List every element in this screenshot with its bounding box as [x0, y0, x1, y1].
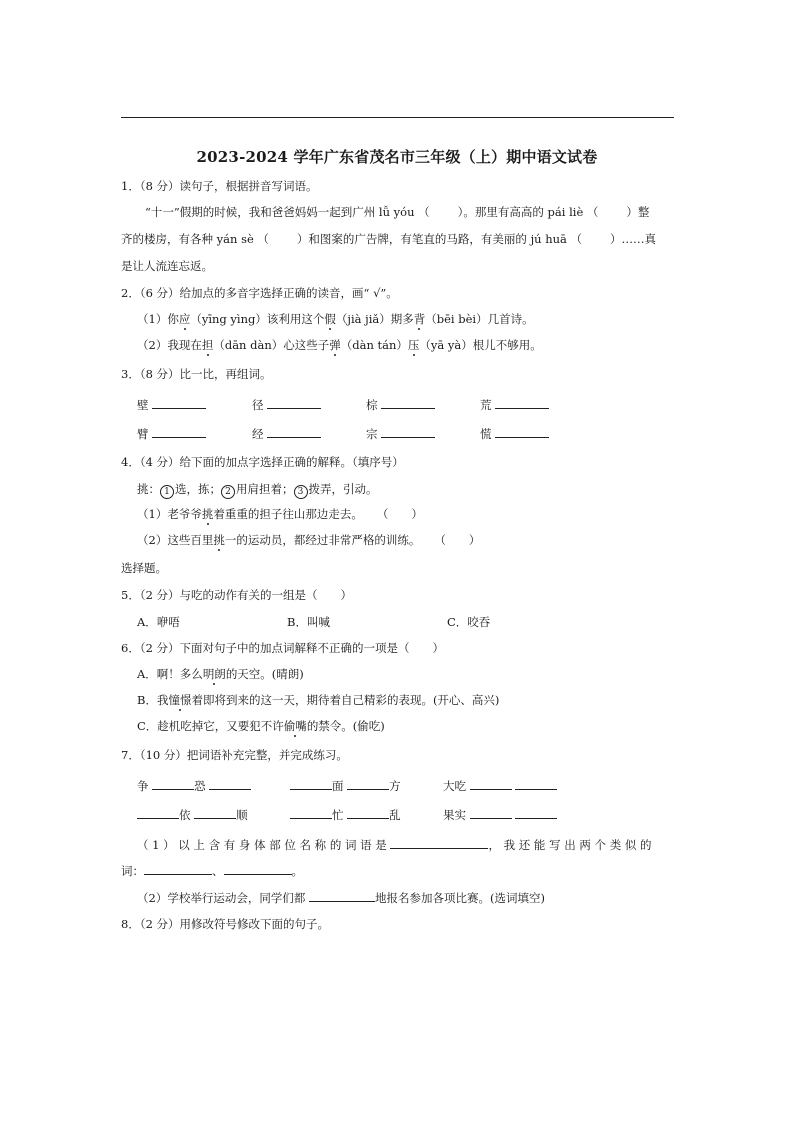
answer-blank[interactable] [152, 396, 206, 409]
section-label: 选择题。 [121, 561, 167, 575]
circled-number: 2 [221, 485, 235, 499]
q7-idiom-6 [443, 806, 557, 823]
q3-char-cell [366, 425, 435, 442]
q1-text: 齐的楼房，有各种 yán sè （ [121, 232, 269, 246]
answer-blank[interactable] [290, 806, 332, 819]
answer-blank[interactable] [144, 862, 212, 875]
q1-text: ）。那里有高高的 pái liè （ [457, 205, 599, 219]
answer-blank[interactable] [381, 396, 435, 409]
q4-text: 一的运动员，都经过非常严格的训练。 [224, 533, 421, 547]
q7-char: 乱 [389, 808, 401, 822]
answer-blank[interactable] [390, 836, 488, 849]
q1-text: ）和图案的广告牌，有笔直的马路，有美丽的 jú huā （ [296, 232, 583, 246]
circled-number: 1 [160, 485, 174, 499]
q2-text: （yā yà）根儿不够用。 [419, 338, 542, 352]
answer-parens[interactable]: （ ） [376, 507, 423, 521]
q7-char: 面 [332, 779, 344, 793]
q6-option-b[interactable] [137, 692, 499, 708]
answer-blank[interactable] [267, 396, 321, 409]
q7-idiom-3 [443, 777, 557, 794]
answer-blank[interactable] [495, 425, 549, 438]
q3-char: 宗 [366, 427, 378, 441]
q3-char-cell [137, 425, 206, 442]
q4-heading: 4．（4 分）给下面的加点字选择正确的解释。（填序号） [121, 455, 404, 469]
q1-line-3: 是让人流连忘返。 [121, 259, 213, 273]
q7-char: 恐 [194, 779, 206, 793]
dotted-char: 挑 [213, 533, 225, 547]
q4-sentence-2 [137, 532, 480, 548]
q5-option-c[interactable]: C．咬吞 [447, 615, 491, 629]
q5-option-b[interactable]: B．叫喊 [287, 615, 330, 629]
q2-text: （jià jiǎ）期多 [335, 312, 414, 326]
q1-line-2 [121, 231, 656, 247]
q7-heading: 7．（10 分）把词语补充完整，并完成练习。 [121, 748, 348, 762]
q3-char-cell [252, 425, 321, 442]
answer-parens[interactable]: （ ） [434, 533, 481, 547]
q4-definitions [137, 481, 378, 499]
dotted-char: 担 [201, 338, 214, 352]
answer-blank[interactable] [194, 806, 236, 819]
q7-char: 忙 [332, 808, 344, 822]
answer-blank[interactable] [290, 777, 332, 790]
answer-blank[interactable] [347, 806, 389, 819]
q6-text: C．趁机吃掉它，又要犯不许 [137, 719, 284, 733]
q7-text: 地报名参加各项比赛。(选词填空) [374, 891, 545, 905]
q5-heading: 5．（2 分）与吃的动作有关的一组是（ ） [121, 588, 353, 602]
q6-text: B．我 [137, 693, 169, 707]
q2-text: （1）你 [137, 312, 179, 326]
q7-part-2 [137, 889, 545, 906]
dotted-char: 挑 [201, 507, 214, 521]
q3-char: 荒 [480, 398, 492, 412]
q7-text: 词： [121, 864, 144, 878]
q7-idiom-4 [137, 806, 248, 823]
q6-option-a[interactable] [137, 666, 304, 682]
q4-text: 着重重的担子往山那边走去。 [213, 507, 363, 521]
q7-idiom-2 [290, 777, 401, 794]
q2-sentence-1 [137, 311, 534, 327]
q3-char-cell [480, 396, 549, 413]
answer-blank[interactable] [495, 396, 549, 409]
q7-char: 果实 [443, 808, 466, 822]
q7-char: 依 [179, 808, 191, 822]
q3-char-cell [480, 425, 549, 442]
q8-heading: 8．（2 分）用修改符号修改下面的句子。 [121, 917, 330, 931]
q7-text: 、 [212, 864, 224, 878]
dotted-char: 背 [413, 312, 426, 326]
q4-text: 挑： [137, 482, 160, 496]
q6-text: 的天空。(晴朗) [225, 667, 304, 681]
page-title: 2023-2024 学年广东省茂名市三年级（上）期中语文试卷 [196, 148, 598, 166]
q2-text: （dān dàn）心这些子 [213, 338, 330, 352]
q7-idiom-5 [290, 806, 401, 823]
answer-blank[interactable] [309, 889, 375, 902]
answer-blank[interactable] [152, 777, 194, 790]
q7-text: （ 1 ） 以 上 含 有 身 体 部 位 名 称 的 词 语 是 [137, 838, 387, 852]
dotted-char: 应 [178, 312, 191, 326]
answer-blank[interactable] [470, 777, 512, 790]
q2-text: （yīng yìng）该利用这个 [190, 312, 325, 326]
header-rule [121, 117, 674, 118]
dotted-char: 弹 [329, 338, 341, 352]
answer-blank[interactable] [224, 862, 292, 875]
q5-option-a[interactable]: A．咿唔 [137, 615, 180, 629]
q7-text: 。 [291, 864, 303, 878]
q7-part-1-cont [121, 862, 303, 879]
answer-blank[interactable] [347, 777, 389, 790]
answer-blank[interactable] [470, 806, 512, 819]
q7-char: 方 [389, 779, 401, 793]
answer-blank[interactable] [209, 777, 251, 790]
q7-char: 争 [137, 779, 149, 793]
q6-text: 的禁令。(偷吃) [306, 719, 385, 733]
q4-text: （2）这些百里 [137, 533, 214, 547]
q1-line-1 [145, 204, 649, 220]
q7-char: 顺 [236, 808, 248, 822]
q3-char: 棕 [366, 398, 378, 412]
q7-char: 大吃 [443, 779, 466, 793]
answer-blank[interactable] [267, 425, 321, 438]
answer-blank[interactable] [515, 777, 557, 790]
q6-text: 着即将到来的这一天，期待着自己精彩的表现。(开心、高兴) [191, 693, 500, 707]
q4-text: （1）老爷爷 [137, 507, 202, 521]
answer-blank[interactable] [381, 425, 435, 438]
q3-char: 经 [252, 427, 264, 441]
q3-char-cell [252, 396, 321, 413]
answer-blank[interactable] [137, 806, 179, 819]
q4-sentence-1 [137, 506, 423, 522]
q2-heading: 2．（6 分）给加点的多音字选择正确的读音，画“ √”。 [121, 286, 398, 300]
dotted-word: 憧憬 [168, 693, 192, 707]
answer-blank[interactable] [515, 806, 557, 819]
q2-text: （dàn tán） [340, 338, 408, 352]
q3-char: 径 [252, 398, 264, 412]
q3-char-cell [137, 396, 206, 413]
q7-text: ， 我 还 能 写 出 两 个 类 似 的 [488, 838, 652, 852]
circled-number: 3 [294, 485, 308, 499]
q6-heading: 6．（2 分）下面对句子中的加点词解释不正确的一项是（ ） [121, 641, 445, 655]
dotted-word: 偷嘴 [283, 719, 307, 733]
q1-text: ）……真 [610, 232, 657, 246]
q7-idiom-1 [137, 777, 251, 794]
q1-text: ）整 [626, 205, 650, 219]
dotted-char: 假 [324, 312, 336, 326]
q1-heading: 1．（8 分）读句子，根据拼音写词语。 [121, 179, 318, 193]
q4-text: 拨弄，引动。 [308, 482, 378, 496]
q3-char-cell [366, 396, 435, 413]
q7-part-1 [137, 836, 652, 853]
q2-text: （bēi bèi）几首诗。 [425, 312, 534, 326]
q3-heading: 3．（8 分）比一比，再组词。 [121, 367, 272, 381]
q4-text: 用肩担着； [236, 482, 294, 496]
q2-sentence-2 [137, 337, 542, 353]
dotted-char: 压 [407, 338, 420, 352]
q4-text: 选，拣； [175, 482, 221, 496]
q3-char: 臂 [137, 427, 149, 441]
answer-blank[interactable] [152, 425, 206, 438]
q1-text: “十一”假期的时候，我和爸爸妈妈一起到广州 lǚ yóu （ [145, 205, 430, 219]
q6-option-c[interactable] [137, 718, 385, 734]
q6-text: A．啊！多么 [137, 667, 203, 681]
q3-char: 壁 [137, 398, 149, 412]
q7-text: （2）学校举行运动会，同学们都 [137, 891, 306, 905]
q2-text: （2）我现在 [137, 338, 202, 352]
dotted-word: 明朗 [202, 667, 226, 681]
q3-char: 慌 [480, 427, 492, 441]
